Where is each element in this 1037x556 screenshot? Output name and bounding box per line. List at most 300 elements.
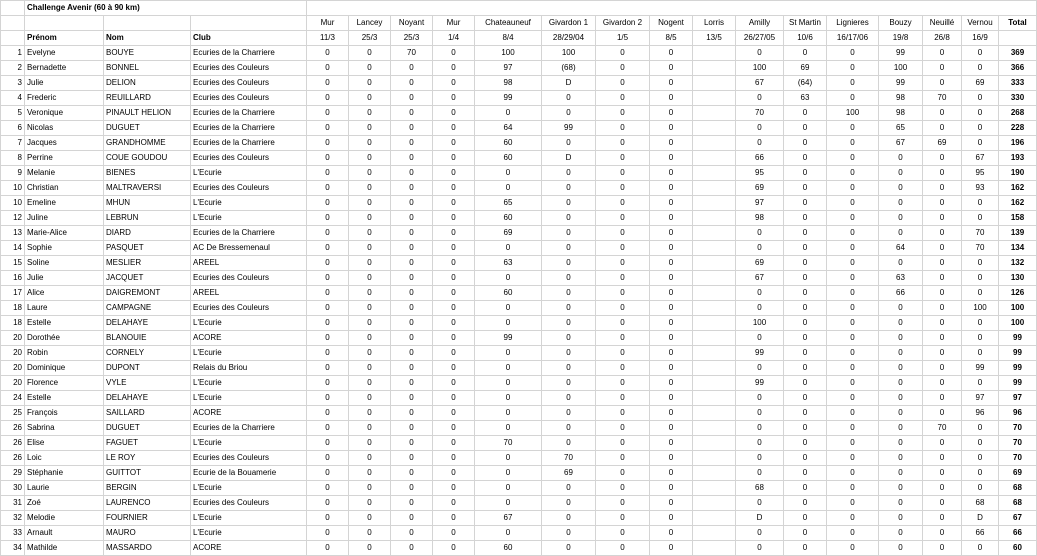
nom-cell[interactable]: DELION bbox=[104, 76, 191, 91]
total-cell[interactable]: 190 bbox=[999, 166, 1037, 181]
total-cell[interactable]: 66 bbox=[999, 526, 1037, 541]
score-cell[interactable]: 0 bbox=[391, 451, 433, 466]
score-cell[interactable] bbox=[693, 181, 736, 196]
score-cell[interactable]: 0 bbox=[827, 301, 879, 316]
race-date-header[interactable]: 26/27/05 bbox=[736, 31, 784, 46]
score-cell[interactable]: 70 bbox=[962, 226, 999, 241]
race-date-header[interactable]: 11/3 bbox=[307, 31, 349, 46]
score-cell[interactable]: 0 bbox=[879, 421, 923, 436]
score-cell[interactable] bbox=[693, 391, 736, 406]
total-cell[interactable]: 69 bbox=[999, 466, 1037, 481]
total-cell[interactable]: 99 bbox=[999, 376, 1037, 391]
nom-cell[interactable]: MASSARDO bbox=[104, 541, 191, 556]
score-cell[interactable]: 0 bbox=[923, 76, 962, 91]
score-cell[interactable]: 0 bbox=[542, 226, 596, 241]
rank-cell[interactable]: 10 bbox=[1, 196, 25, 211]
score-cell[interactable]: 0 bbox=[349, 331, 391, 346]
score-cell[interactable]: 0 bbox=[879, 316, 923, 331]
score-cell[interactable]: 0 bbox=[962, 106, 999, 121]
score-cell[interactable]: D bbox=[962, 511, 999, 526]
total-cell[interactable]: 70 bbox=[999, 451, 1037, 466]
score-cell[interactable]: 0 bbox=[650, 226, 693, 241]
total-cell[interactable]: 162 bbox=[999, 181, 1037, 196]
score-cell[interactable]: 67 bbox=[475, 511, 542, 526]
score-cell[interactable]: 0 bbox=[596, 406, 650, 421]
score-cell[interactable]: 99 bbox=[736, 346, 784, 361]
rank-cell[interactable]: 14 bbox=[1, 241, 25, 256]
score-cell[interactable]: 100 bbox=[736, 316, 784, 331]
score-cell[interactable]: 0 bbox=[307, 151, 349, 166]
score-cell[interactable]: 0 bbox=[923, 46, 962, 61]
score-cell[interactable]: 100 bbox=[827, 106, 879, 121]
score-cell[interactable]: 0 bbox=[879, 151, 923, 166]
prenom-cell[interactable]: Marie-Alice bbox=[25, 226, 104, 241]
score-cell[interactable]: D bbox=[542, 151, 596, 166]
club-cell[interactable]: L'Ecurie bbox=[191, 436, 307, 451]
score-cell[interactable]: 0 bbox=[736, 421, 784, 436]
score-cell[interactable]: 0 bbox=[784, 361, 827, 376]
total-cell[interactable]: 99 bbox=[999, 361, 1037, 376]
score-cell[interactable]: 99 bbox=[879, 76, 923, 91]
score-cell[interactable] bbox=[693, 76, 736, 91]
score-cell[interactable]: 0 bbox=[879, 226, 923, 241]
score-cell[interactable] bbox=[693, 91, 736, 106]
score-cell[interactable]: 0 bbox=[650, 451, 693, 466]
nom-cell[interactable]: DELAHAYE bbox=[104, 316, 191, 331]
score-cell[interactable]: 0 bbox=[542, 196, 596, 211]
score-cell[interactable]: 0 bbox=[391, 421, 433, 436]
score-cell[interactable]: 0 bbox=[475, 166, 542, 181]
score-cell[interactable]: (64) bbox=[784, 76, 827, 91]
score-cell[interactable]: 0 bbox=[879, 361, 923, 376]
score-cell[interactable]: 69 bbox=[736, 181, 784, 196]
score-cell[interactable]: 0 bbox=[650, 511, 693, 526]
club-cell[interactable]: L'Ecurie bbox=[191, 511, 307, 526]
score-cell[interactable]: 70 bbox=[736, 106, 784, 121]
rank-cell[interactable]: 7 bbox=[1, 136, 25, 151]
score-cell[interactable]: 0 bbox=[923, 346, 962, 361]
score-cell[interactable]: 0 bbox=[827, 526, 879, 541]
score-cell[interactable]: 0 bbox=[923, 511, 962, 526]
prenom-cell[interactable]: Christian bbox=[25, 181, 104, 196]
score-cell[interactable] bbox=[693, 196, 736, 211]
race-name-header[interactable]: Lancey bbox=[349, 16, 391, 31]
score-cell[interactable]: 0 bbox=[542, 406, 596, 421]
prenom-cell[interactable]: Stéphanie bbox=[25, 466, 104, 481]
total-cell[interactable]: 100 bbox=[999, 301, 1037, 316]
race-name-header[interactable]: Amilly bbox=[736, 16, 784, 31]
prenom-cell[interactable]: Arnault bbox=[25, 526, 104, 541]
score-cell[interactable]: 0 bbox=[784, 451, 827, 466]
rank-cell[interactable]: 16 bbox=[1, 271, 25, 286]
score-cell[interactable]: 0 bbox=[433, 526, 475, 541]
prenom-cell[interactable]: Veronique bbox=[25, 106, 104, 121]
score-cell[interactable]: 0 bbox=[923, 541, 962, 556]
score-cell[interactable]: 0 bbox=[391, 346, 433, 361]
score-cell[interactable]: 70 bbox=[962, 241, 999, 256]
rank-cell[interactable]: 12 bbox=[1, 211, 25, 226]
score-cell[interactable]: 0 bbox=[349, 316, 391, 331]
race-date-header[interactable]: 1/5 bbox=[596, 31, 650, 46]
prenom-cell[interactable]: Perrine bbox=[25, 151, 104, 166]
score-cell[interactable]: 0 bbox=[349, 76, 391, 91]
score-cell[interactable]: 0 bbox=[349, 286, 391, 301]
score-cell[interactable]: 0 bbox=[784, 511, 827, 526]
score-cell[interactable]: 0 bbox=[542, 181, 596, 196]
score-cell[interactable] bbox=[693, 301, 736, 316]
score-cell[interactable]: 0 bbox=[923, 406, 962, 421]
score-cell[interactable]: 0 bbox=[349, 541, 391, 556]
score-cell[interactable]: 0 bbox=[433, 136, 475, 151]
score-cell[interactable]: 0 bbox=[962, 451, 999, 466]
score-cell[interactable]: 0 bbox=[827, 511, 879, 526]
prenom-cell[interactable]: Juline bbox=[25, 211, 104, 226]
score-cell[interactable]: 0 bbox=[433, 316, 475, 331]
score-cell[interactable]: 0 bbox=[879, 376, 923, 391]
club-cell[interactable]: L'Ecurie bbox=[191, 166, 307, 181]
score-cell[interactable]: 0 bbox=[879, 466, 923, 481]
club-cell[interactable]: Ecuries des Couleurs bbox=[191, 496, 307, 511]
race-name-header[interactable]: St Martin bbox=[784, 16, 827, 31]
score-cell[interactable]: (68) bbox=[542, 61, 596, 76]
score-cell[interactable]: 0 bbox=[349, 526, 391, 541]
score-cell[interactable]: 0 bbox=[784, 331, 827, 346]
nom-cell[interactable]: MAURO bbox=[104, 526, 191, 541]
total-cell[interactable]: 134 bbox=[999, 241, 1037, 256]
nom-cell[interactable]: LEBRUN bbox=[104, 211, 191, 226]
score-cell[interactable]: 0 bbox=[962, 376, 999, 391]
score-cell[interactable]: 0 bbox=[650, 181, 693, 196]
score-cell[interactable]: 0 bbox=[962, 481, 999, 496]
score-cell[interactable]: 0 bbox=[349, 391, 391, 406]
score-cell[interactable]: 0 bbox=[433, 181, 475, 196]
score-cell[interactable]: 0 bbox=[827, 331, 879, 346]
score-cell[interactable]: 0 bbox=[923, 196, 962, 211]
score-cell[interactable]: 0 bbox=[650, 481, 693, 496]
score-cell[interactable]: 0 bbox=[923, 376, 962, 391]
total-cell[interactable]: 330 bbox=[999, 91, 1037, 106]
score-cell[interactable]: 0 bbox=[433, 451, 475, 466]
score-cell[interactable]: 0 bbox=[391, 541, 433, 556]
score-cell[interactable]: 69 bbox=[542, 466, 596, 481]
score-cell[interactable]: 0 bbox=[596, 151, 650, 166]
race-name-header[interactable]: Nogent bbox=[650, 16, 693, 31]
nom-cell[interactable]: DAIGREMONT bbox=[104, 286, 191, 301]
score-cell[interactable]: 0 bbox=[542, 106, 596, 121]
score-cell[interactable]: 0 bbox=[542, 391, 596, 406]
score-cell[interactable]: 0 bbox=[879, 181, 923, 196]
score-cell[interactable]: 0 bbox=[433, 541, 475, 556]
score-cell[interactable]: 0 bbox=[962, 271, 999, 286]
club-cell[interactable]: L'Ecurie bbox=[191, 526, 307, 541]
score-cell[interactable]: 0 bbox=[349, 241, 391, 256]
prenom-cell[interactable]: Alice bbox=[25, 286, 104, 301]
score-cell[interactable]: 67 bbox=[736, 271, 784, 286]
score-cell[interactable]: 0 bbox=[736, 526, 784, 541]
score-cell[interactable]: 63 bbox=[475, 256, 542, 271]
score-cell[interactable]: 0 bbox=[736, 301, 784, 316]
score-cell[interactable]: 0 bbox=[827, 226, 879, 241]
score-cell[interactable] bbox=[693, 61, 736, 76]
score-cell[interactable]: 0 bbox=[784, 151, 827, 166]
score-cell[interactable]: 0 bbox=[962, 421, 999, 436]
rank-cell[interactable]: 20 bbox=[1, 361, 25, 376]
score-cell[interactable]: 65 bbox=[475, 196, 542, 211]
score-cell[interactable]: D bbox=[736, 511, 784, 526]
score-cell[interactable]: 0 bbox=[349, 226, 391, 241]
score-cell[interactable] bbox=[693, 241, 736, 256]
rank-cell[interactable]: 32 bbox=[1, 511, 25, 526]
score-cell[interactable] bbox=[693, 331, 736, 346]
score-cell[interactable]: 0 bbox=[827, 181, 879, 196]
score-cell[interactable]: 0 bbox=[596, 226, 650, 241]
score-cell[interactable]: 0 bbox=[650, 361, 693, 376]
prenom-cell[interactable]: Dorothée bbox=[25, 331, 104, 346]
score-cell[interactable]: 0 bbox=[879, 346, 923, 361]
total-cell[interactable]: 196 bbox=[999, 136, 1037, 151]
score-cell[interactable]: 0 bbox=[962, 91, 999, 106]
score-cell[interactable]: 0 bbox=[650, 301, 693, 316]
nom-cell[interactable]: MESLIER bbox=[104, 256, 191, 271]
score-cell[interactable]: 99 bbox=[542, 121, 596, 136]
score-cell[interactable]: 0 bbox=[596, 106, 650, 121]
score-cell[interactable]: 0 bbox=[650, 121, 693, 136]
score-cell[interactable]: 0 bbox=[475, 406, 542, 421]
score-cell[interactable]: 0 bbox=[879, 541, 923, 556]
score-cell[interactable]: 0 bbox=[650, 106, 693, 121]
nom-cell[interactable]: DUGUET bbox=[104, 421, 191, 436]
score-cell[interactable]: 0 bbox=[784, 526, 827, 541]
score-cell[interactable]: 0 bbox=[349, 121, 391, 136]
total-cell[interactable]: 100 bbox=[999, 316, 1037, 331]
total-cell[interactable]: 193 bbox=[999, 151, 1037, 166]
score-cell[interactable]: 0 bbox=[784, 466, 827, 481]
score-cell[interactable]: 0 bbox=[784, 301, 827, 316]
score-cell[interactable]: 0 bbox=[596, 61, 650, 76]
score-cell[interactable]: 0 bbox=[307, 226, 349, 241]
score-cell[interactable]: 0 bbox=[596, 511, 650, 526]
score-cell[interactable]: 0 bbox=[650, 91, 693, 106]
score-cell[interactable]: 0 bbox=[542, 301, 596, 316]
rank-cell[interactable]: 1 bbox=[1, 46, 25, 61]
score-cell[interactable]: 0 bbox=[923, 271, 962, 286]
score-cell[interactable]: 0 bbox=[349, 496, 391, 511]
score-cell[interactable] bbox=[693, 136, 736, 151]
score-cell[interactable] bbox=[693, 436, 736, 451]
score-cell[interactable]: 0 bbox=[784, 421, 827, 436]
score-cell[interactable]: 60 bbox=[475, 286, 542, 301]
score-cell[interactable]: 99 bbox=[475, 91, 542, 106]
prenom-cell[interactable]: Elise bbox=[25, 436, 104, 451]
score-cell[interactable]: 0 bbox=[349, 106, 391, 121]
score-cell[interactable]: 0 bbox=[827, 376, 879, 391]
score-cell[interactable]: 0 bbox=[433, 481, 475, 496]
score-cell[interactable]: 0 bbox=[349, 91, 391, 106]
score-cell[interactable]: 0 bbox=[542, 541, 596, 556]
score-cell[interactable]: 0 bbox=[784, 316, 827, 331]
score-cell[interactable]: 0 bbox=[784, 376, 827, 391]
score-cell[interactable]: 0 bbox=[784, 256, 827, 271]
score-cell[interactable]: 0 bbox=[542, 271, 596, 286]
nom-cell[interactable]: FAGUET bbox=[104, 436, 191, 451]
score-cell[interactable]: 0 bbox=[542, 346, 596, 361]
score-cell[interactable]: 0 bbox=[650, 136, 693, 151]
score-cell[interactable]: 0 bbox=[307, 451, 349, 466]
score-cell[interactable]: 0 bbox=[475, 466, 542, 481]
score-cell[interactable] bbox=[693, 361, 736, 376]
score-cell[interactable]: 0 bbox=[827, 541, 879, 556]
score-cell[interactable]: 0 bbox=[307, 136, 349, 151]
score-cell[interactable]: 0 bbox=[827, 421, 879, 436]
score-cell[interactable]: 0 bbox=[784, 226, 827, 241]
score-cell[interactable]: 0 bbox=[962, 316, 999, 331]
race-date-header[interactable]: 8/4 bbox=[475, 31, 542, 46]
score-cell[interactable]: 0 bbox=[433, 121, 475, 136]
score-cell[interactable] bbox=[693, 541, 736, 556]
score-cell[interactable]: 0 bbox=[962, 211, 999, 226]
score-cell[interactable]: 0 bbox=[736, 496, 784, 511]
score-cell[interactable]: 0 bbox=[542, 361, 596, 376]
score-cell[interactable]: 0 bbox=[349, 256, 391, 271]
prenom-cell[interactable]: Nicolas bbox=[25, 121, 104, 136]
score-cell[interactable]: 0 bbox=[650, 436, 693, 451]
score-cell[interactable]: 100 bbox=[542, 46, 596, 61]
nom-cell[interactable]: CAMPAGNE bbox=[104, 301, 191, 316]
header-club[interactable]: Club bbox=[191, 31, 307, 46]
score-cell[interactable]: 0 bbox=[391, 496, 433, 511]
score-cell[interactable]: 60 bbox=[475, 151, 542, 166]
score-cell[interactable]: 0 bbox=[736, 541, 784, 556]
nom-cell[interactable]: REUILLARD bbox=[104, 91, 191, 106]
score-cell[interactable]: 0 bbox=[596, 346, 650, 361]
race-date-header[interactable]: 28/29/04 bbox=[542, 31, 596, 46]
club-cell[interactable]: Ecuries de la Charriere bbox=[191, 421, 307, 436]
rank-cell[interactable]: 29 bbox=[1, 466, 25, 481]
score-cell[interactable]: 0 bbox=[784, 286, 827, 301]
score-cell[interactable]: 0 bbox=[307, 466, 349, 481]
score-cell[interactable]: 0 bbox=[307, 196, 349, 211]
score-cell[interactable]: 0 bbox=[962, 331, 999, 346]
score-cell[interactable]: 70 bbox=[391, 46, 433, 61]
score-cell[interactable]: 70 bbox=[475, 436, 542, 451]
score-cell[interactable]: 98 bbox=[736, 211, 784, 226]
score-cell[interactable]: 0 bbox=[596, 331, 650, 346]
score-cell[interactable]: 0 bbox=[307, 256, 349, 271]
score-cell[interactable]: 64 bbox=[879, 241, 923, 256]
score-cell[interactable]: 69 bbox=[923, 136, 962, 151]
score-cell[interactable]: 0 bbox=[542, 241, 596, 256]
score-cell[interactable]: 0 bbox=[827, 211, 879, 226]
score-cell[interactable]: 0 bbox=[784, 196, 827, 211]
rank-cell[interactable]: 2 bbox=[1, 61, 25, 76]
prenom-cell[interactable]: Laurie bbox=[25, 481, 104, 496]
score-cell[interactable]: 0 bbox=[827, 46, 879, 61]
score-cell[interactable]: 0 bbox=[827, 91, 879, 106]
score-cell[interactable]: 0 bbox=[349, 211, 391, 226]
score-cell[interactable]: 0 bbox=[650, 541, 693, 556]
score-cell[interactable]: 0 bbox=[784, 481, 827, 496]
score-cell[interactable] bbox=[693, 511, 736, 526]
score-cell[interactable]: 0 bbox=[596, 421, 650, 436]
score-cell[interactable]: 69 bbox=[784, 61, 827, 76]
score-cell[interactable]: 0 bbox=[650, 61, 693, 76]
nom-cell[interactable]: BOUYE bbox=[104, 46, 191, 61]
club-cell[interactable]: Ecuries de la Charriere bbox=[191, 136, 307, 151]
prenom-cell[interactable]: Melanie bbox=[25, 166, 104, 181]
score-cell[interactable]: 0 bbox=[596, 316, 650, 331]
score-cell[interactable]: 0 bbox=[736, 361, 784, 376]
score-cell[interactable]: 0 bbox=[827, 406, 879, 421]
score-cell[interactable]: 0 bbox=[827, 196, 879, 211]
score-cell[interactable]: 0 bbox=[391, 121, 433, 136]
score-cell[interactable]: 0 bbox=[879, 331, 923, 346]
score-cell[interactable]: 70 bbox=[923, 421, 962, 436]
score-cell[interactable]: 0 bbox=[650, 76, 693, 91]
race-date-header[interactable]: 26/8 bbox=[923, 31, 962, 46]
score-cell[interactable]: 0 bbox=[879, 256, 923, 271]
nom-cell[interactable]: VYLE bbox=[104, 376, 191, 391]
prenom-cell[interactable]: Estelle bbox=[25, 391, 104, 406]
score-cell[interactable]: 0 bbox=[736, 451, 784, 466]
score-cell[interactable]: 0 bbox=[650, 346, 693, 361]
score-cell[interactable]: 0 bbox=[923, 286, 962, 301]
score-cell[interactable]: 0 bbox=[433, 196, 475, 211]
score-cell[interactable]: 0 bbox=[784, 241, 827, 256]
score-cell[interactable]: 0 bbox=[827, 121, 879, 136]
prenom-cell[interactable]: Estelle bbox=[25, 316, 104, 331]
score-cell[interactable]: 0 bbox=[542, 376, 596, 391]
score-cell[interactable]: 0 bbox=[542, 481, 596, 496]
club-cell[interactable]: L'Ecurie bbox=[191, 196, 307, 211]
score-cell[interactable]: 0 bbox=[596, 166, 650, 181]
score-cell[interactable]: 0 bbox=[923, 481, 962, 496]
score-cell[interactable]: 0 bbox=[433, 256, 475, 271]
score-cell[interactable]: 0 bbox=[923, 151, 962, 166]
score-cell[interactable]: 0 bbox=[475, 301, 542, 316]
score-cell[interactable]: 0 bbox=[923, 211, 962, 226]
total-cell[interactable]: 99 bbox=[999, 346, 1037, 361]
race-date-header[interactable]: 16/17/06 bbox=[827, 31, 879, 46]
score-cell[interactable]: 0 bbox=[784, 391, 827, 406]
score-cell[interactable]: 0 bbox=[827, 256, 879, 271]
score-cell[interactable]: 0 bbox=[391, 226, 433, 241]
total-cell[interactable]: 333 bbox=[999, 76, 1037, 91]
score-cell[interactable]: 0 bbox=[391, 436, 433, 451]
total-cell[interactable]: 126 bbox=[999, 286, 1037, 301]
score-cell[interactable]: 0 bbox=[736, 436, 784, 451]
score-cell[interactable]: 0 bbox=[475, 376, 542, 391]
score-cell[interactable]: 0 bbox=[433, 151, 475, 166]
rank-cell[interactable]: 3 bbox=[1, 76, 25, 91]
score-cell[interactable]: 0 bbox=[433, 301, 475, 316]
score-cell[interactable]: 0 bbox=[433, 76, 475, 91]
score-cell[interactable]: 0 bbox=[349, 166, 391, 181]
score-cell[interactable]: 0 bbox=[542, 211, 596, 226]
score-cell[interactable]: 0 bbox=[650, 331, 693, 346]
nom-cell[interactable]: SAILLARD bbox=[104, 406, 191, 421]
score-cell[interactable]: 0 bbox=[391, 106, 433, 121]
total-cell[interactable]: 68 bbox=[999, 496, 1037, 511]
score-cell[interactable]: 0 bbox=[391, 406, 433, 421]
nom-cell[interactable]: LAURENCO bbox=[104, 496, 191, 511]
score-cell[interactable] bbox=[693, 466, 736, 481]
score-cell[interactable]: 0 bbox=[391, 151, 433, 166]
nom-cell[interactable]: BONNEL bbox=[104, 61, 191, 76]
score-cell[interactable]: 0 bbox=[307, 511, 349, 526]
score-cell[interactable]: 0 bbox=[307, 271, 349, 286]
score-cell[interactable]: 0 bbox=[307, 361, 349, 376]
prenom-cell[interactable]: Frederic bbox=[25, 91, 104, 106]
